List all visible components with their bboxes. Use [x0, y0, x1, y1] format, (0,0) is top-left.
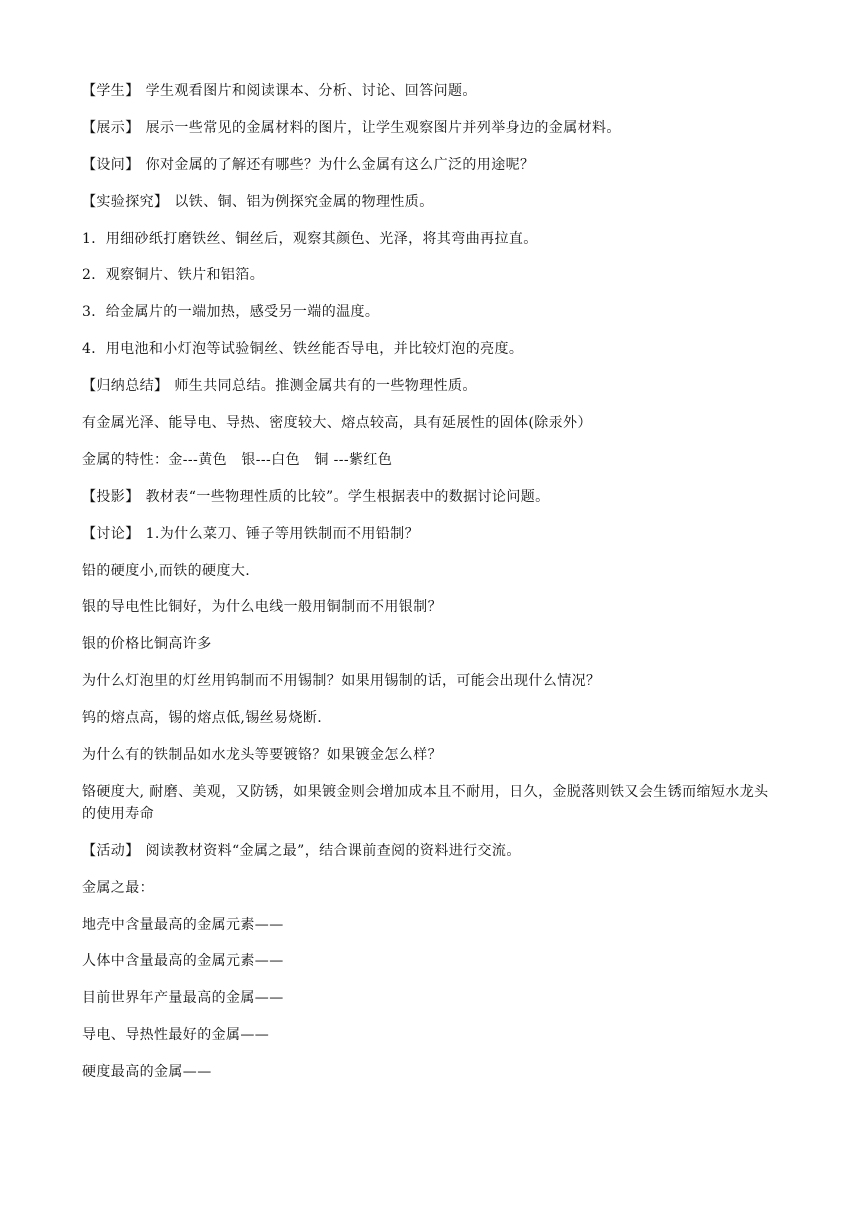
line-experiment — [82, 191, 782, 213]
metal-records-heading — [82, 877, 782, 899]
line-text: 硬度最高的金属—— — [82, 1064, 212, 1081]
record-item — [82, 1024, 782, 1046]
line-text: 金属的特性：金---黄色 银---白色 铜 ---紫红色 — [82, 451, 393, 468]
line-text: 教材表“一些物理性质的比较”。学生根据表中的数据讨论问题。 — [145, 488, 550, 505]
properties-text — [82, 412, 782, 434]
line-text: 银的价格比铜高许多 — [82, 636, 212, 653]
answer-1 — [82, 560, 782, 582]
section-tag: 【设问】 — [82, 156, 140, 173]
question-3 — [82, 670, 782, 692]
record-item — [82, 914, 782, 936]
line-text: 4．用电池和小灯泡等试验铜丝、铁丝能否导电，并比较灯泡的亮度。 — [82, 341, 524, 358]
line-text: 展示一些常见的金属材料的图片，让学生观察图片并列举身边的金属材料。 — [145, 119, 621, 136]
section-tag: 【投影】 — [82, 488, 140, 505]
section-tag: 【讨论】 — [82, 525, 140, 542]
line-text: 目前世界年产量最高的金属—— — [82, 990, 284, 1007]
question-2 — [82, 596, 782, 618]
section-tag: 【归纳总结】 — [82, 378, 169, 395]
step-1 — [82, 228, 782, 250]
line-discussion — [82, 523, 782, 545]
section-tag: 【展示】 — [82, 119, 140, 136]
section-tag: 【活动】 — [82, 842, 140, 859]
line-text: 钨的熔点高，锡的熔点低,锡丝易烧断. — [82, 710, 323, 727]
record-item — [82, 987, 782, 1009]
step-4 — [82, 338, 782, 360]
line-text: 1.为什么菜刀、锤子等用铁制而不用铅制？ — [145, 525, 419, 542]
line-text: 有金属光泽、能导电、导热、密度较大、熔点较高，具有延展性的固体(除汞外） — [82, 415, 592, 432]
step-3 — [82, 301, 782, 323]
step-2 — [82, 264, 782, 286]
line-projection — [82, 486, 782, 508]
record-item — [82, 950, 782, 972]
answer-3 — [82, 707, 782, 729]
line-question — [82, 154, 782, 176]
record-item — [82, 1061, 782, 1083]
line-text: 2．观察铜片、铁片和铝箔。 — [82, 267, 265, 284]
line-text: 地壳中含量最高的金属元素—— — [82, 916, 284, 933]
line-text: 导电、导热性最好的金属—— — [82, 1027, 270, 1044]
section-tag: 【学生】 — [82, 83, 140, 99]
line-text: 金属之最： — [82, 879, 154, 896]
line-text: 铬硬度大, 耐磨、美观，又防锈，如果镀金则会增加成本且不耐用，日久，金脱落则铁又会生锈而缩短水龙头的使用寿命 — [82, 783, 769, 822]
document-page — [82, 80, 782, 1098]
line-text: 你对金属的了解还有哪些？为什么金属有这么广泛的用途呢？ — [145, 156, 535, 173]
line-activity — [82, 840, 782, 862]
line-text: 3．给金属片的一端加热，感受另一端的温度。 — [82, 304, 380, 321]
line-summary — [82, 375, 782, 397]
line-text: 人体中含量最高的金属元素—— — [82, 953, 284, 970]
line-text: 阅读教材资料“金属之最”，结合课前查阅的资料进行交流。 — [145, 842, 521, 859]
line-student — [82, 80, 782, 102]
characteristics-text — [82, 449, 782, 471]
question-4 — [82, 744, 782, 766]
line-text: 为什么有的铁制品如水龙头等要镀铬？如果镀金怎么样？ — [82, 747, 442, 764]
answer-4 — [82, 781, 782, 825]
line-text: 以铁、铜、铝为例探究金属的物理性质。 — [174, 193, 434, 210]
line-text: 学生观看图片和阅读课本、分析、讨论、回答问题。 — [145, 83, 477, 99]
line-text: 为什么灯泡里的灯丝用钨制而不用锡制？如果用锡制的话，可能会出现什么情况？ — [82, 673, 601, 690]
line-text: 1．用细砂纸打磨铁丝、铜丝后，观察其颜色、光泽，将其弯曲再拉直。 — [82, 230, 538, 247]
section-tag: 【实验探究】 — [82, 193, 169, 210]
line-text: 师生共同总结。推测金属共有的一些物理性质。 — [174, 378, 477, 395]
line-text: 银的导电性比铜好，为什么电线一般用铜制而不用银制？ — [82, 599, 442, 616]
line-text: 铅的硬度小,而铁的硬度大. — [82, 562, 251, 579]
answer-2 — [82, 633, 782, 655]
line-display — [82, 117, 782, 139]
